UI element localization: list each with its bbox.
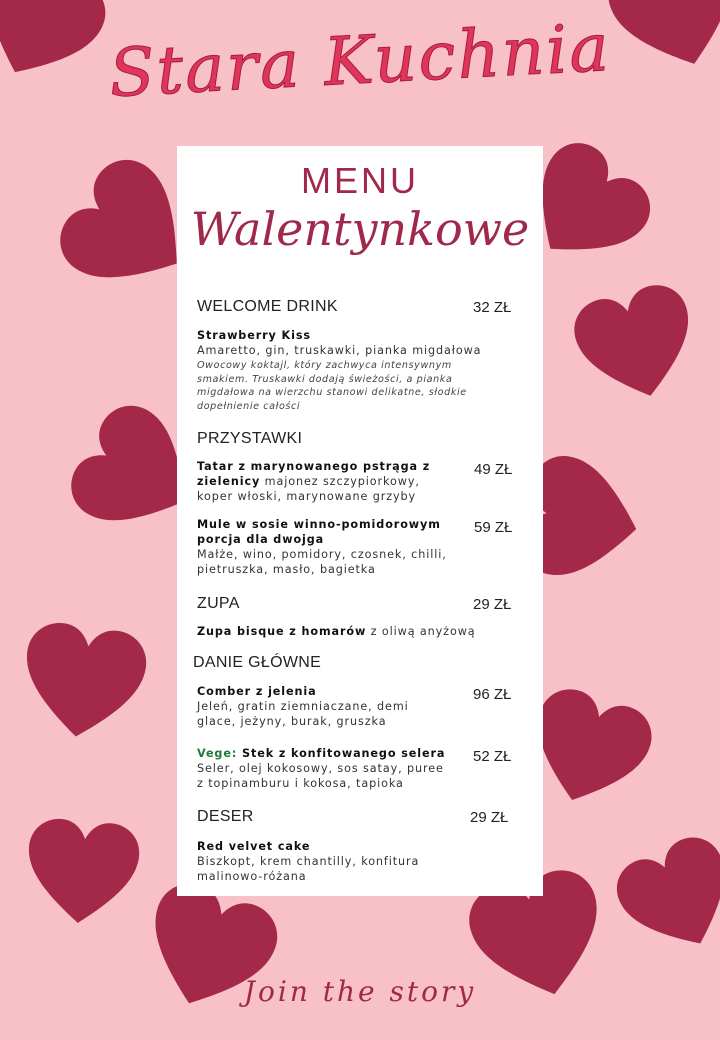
menu-item-red-velvet: Red velvet cake Biszkopt, krem chantilly, konfitura malinowo-różana — [197, 840, 420, 883]
menu-subtitle: Walentynkowe — [190, 202, 530, 256]
price-comber: 96 ZŁ — [473, 686, 512, 703]
item-description: Owocowy koktajl, który zachwyca intensywnym smakiem. Truskawki dodają świeżości, a pianka migdałowa na wierzchu stanowi delikatne, słodkie dopełnienie całości — [197, 360, 467, 412]
section-title-welcome-drink: WELCOME DRINK — [197, 298, 338, 315]
section-title-starters: PRZYSTAWKI — [197, 430, 303, 447]
menu-item-comber: Comber z jelenia Jeleń, gratin ziemniaczane, demi glace, jeżyny, burak, gruszka — [197, 685, 409, 728]
price-tatar: 49 ZŁ — [474, 461, 513, 478]
item-name: Strawberry Kiss — [197, 329, 311, 342]
heart-icon — [10, 612, 157, 759]
menu-item-tatar: Tatar z marynowanego pstrąga z zielenicy majonez szczypiorkowy, koper włoski, marynowane grzyby — [197, 460, 431, 503]
section-title-main: DANIE GŁÓWNE — [193, 654, 322, 671]
section-title-soup: ZUPA — [197, 595, 240, 612]
price-stek-seler: 52 ZŁ — [473, 748, 512, 765]
price-soup: 29 ZŁ — [473, 596, 512, 613]
price-welcome-drink: 32 ZŁ — [473, 299, 512, 316]
price-mule: 59 ZŁ — [474, 519, 513, 536]
footer-slogan: Join the story — [243, 975, 477, 1008]
menu-item-strawberry-kiss — [197, 328, 537, 358]
vege-label: Vege: — [197, 747, 238, 760]
heart-icon — [17, 810, 147, 940]
price-dessert: 29 ZŁ — [470, 809, 509, 826]
menu-item-mule: Mule w sosie winno-pomidorowym porcja dla dwojga Małże, wino, pomidory, czosnek, chilli, pietruszka, masło, bagietka — [197, 518, 447, 576]
menu-item-bisque: Zupa bisque z homarów z oliwą anyżową — [197, 625, 476, 638]
item-ingredients: Amaretto, gin, truskawki, pianka migdałowa — [197, 344, 482, 357]
heart-icon — [600, 820, 720, 979]
restaurant-brand: Stara Kuchnia — [107, 8, 613, 113]
menu-card — [177, 146, 543, 896]
menu-item-stek-seler: Vege: Stek z konfitowanego selera Seler, olej kokosowy, sos satay, puree z topinamburu i kokosa, tapioka — [197, 747, 446, 790]
menu-title: MENU — [301, 160, 419, 201]
section-title-dessert: DESER — [197, 808, 254, 825]
